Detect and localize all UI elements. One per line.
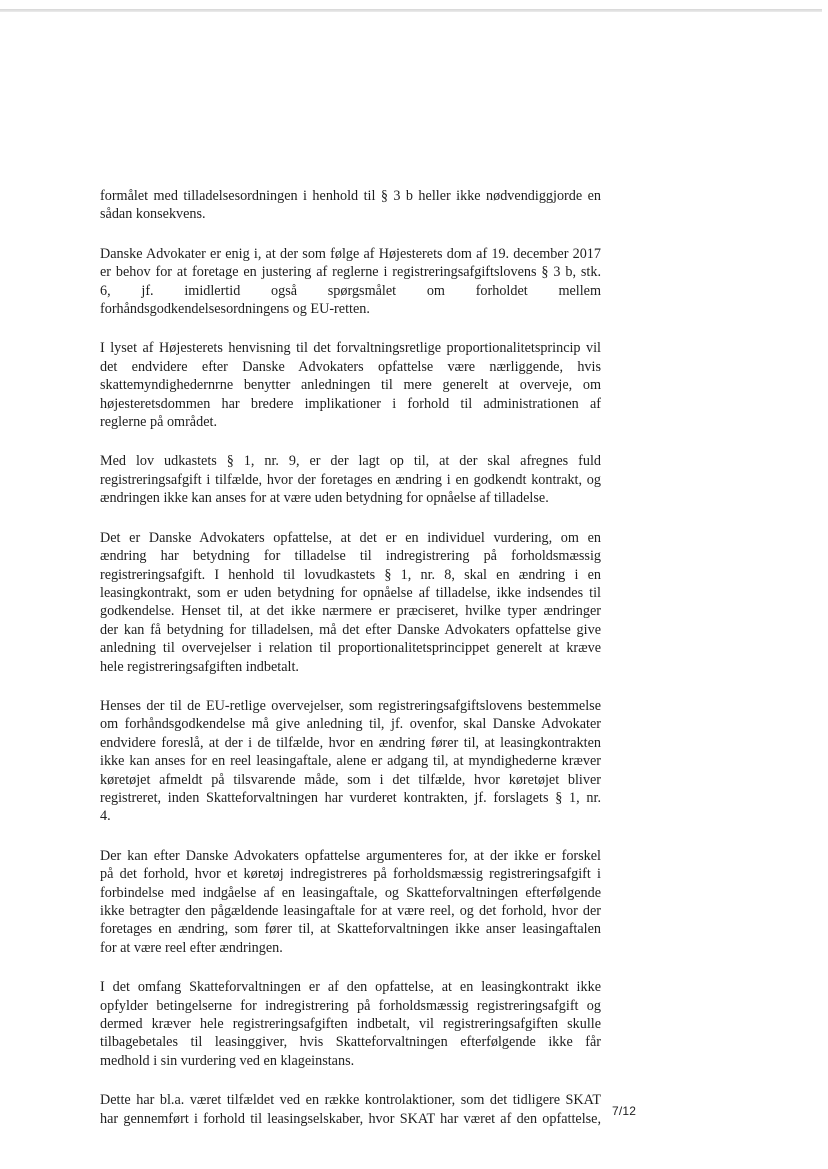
text-line: formålet med tilladelsesordningen i henhold til § 3 b heller ikke nødvendiggjorde en (100, 188, 601, 204)
paragraph-8 (100, 978, 601, 1070)
text-line: Danske Advokater er enig i, at der som følge af Højesterets dom af 19. december 2017 (100, 245, 601, 262)
top-rule (0, 9, 822, 12)
paragraph-4 (100, 452, 601, 507)
text-line: registreret, inden Skatteforvaltningen har vurderet kontrakten, jf. forslagets § 1, nr. (100, 789, 601, 806)
text-line: foretages en ændring, som fører til, at Skatteforvaltningen ikke anser leasingaftalen (100, 921, 601, 938)
text-line: Dette har bl.a. været tilfældet ved en række kontrolaktioner, som det tidligere SKAT (100, 1092, 601, 1109)
text-line: opfylder betingelserne for indregistrering på forholdsmæssig registreringsafgift og (100, 997, 601, 1014)
paragraph-7 (100, 847, 601, 957)
paragraph-3 (100, 339, 601, 431)
document-body (100, 187, 601, 1149)
paragraph-1 (100, 187, 601, 224)
text-line: reglerne på området. (100, 414, 217, 431)
text-line: har gennemført i forhold til leasingselskaber, hvor SKAT har været af den opfattelse, (100, 1110, 601, 1127)
text-line: registreringsafgift i tilfælde, hvor der foretages en ændring i en godkendt kontrakt, og (100, 471, 601, 488)
paragraph-2 (100, 245, 601, 319)
text-line: leasingkontrakt, som er uden betydning for opnåelse af tilladelse, ikke indsendes til (100, 584, 601, 601)
text-line: dermed kræver hele registreringsafgiften indbetalt, vil registreringsafgiften skulle (100, 1016, 601, 1033)
text-line: Det er Danske Advokaters opfattelse, at det er en individuel vurdering, om en (100, 529, 601, 546)
text-line: 4. (100, 808, 111, 825)
text-line: Henses der til de EU-retlige overvejelser, som registreringsafgiftslovens bestemmelse (100, 697, 601, 714)
text-line: I det omfang Skatteforvaltningen er af den opfattelse, at en leasingkontrakt ikke (100, 979, 601, 996)
text-line: ikke kan anses for en reel leasingaftale, alene er adgang til, at myndighederne kræver (100, 753, 601, 770)
text-line: hele registreringsafgiften indbetalt. (100, 658, 299, 675)
text-line: skattemyndighedernrne benytter anledningen til mere generelt at overveje, om (100, 377, 601, 394)
text-line: det endvidere efter Danske Advokaters opfattelse være nærliggende, hvis (100, 358, 601, 375)
text-line: der kan få betydning for tilladelsen, må det efter Danske Advokaters opfattelse give (100, 621, 601, 638)
text-line: tilbagebetales til leasinggiver, hvis Skatteforvaltningen efterfølgende ikke får (100, 1034, 601, 1051)
text-line: 6, jf. imidlertid også spørgsmålet om forholdet mellem (100, 282, 601, 299)
text-line: registreringsafgift. I henhold til lovudkastets § 1, nr. 8, skal en ændring i en (100, 566, 601, 583)
text-line: højesteretsdommen har bredere implikationer i forhold til administrationen af (100, 395, 601, 412)
text-line: forhåndsgodkendelsesordningens og EU-retten. (100, 301, 370, 318)
text-line: ændring har betydning for tilladelse til indregistrering på forholdsmæssig (100, 548, 601, 565)
paragraph-9 (100, 1091, 601, 1128)
text-line: ikke betragter den pågældende leasingaftale for at være reel, og det forhold, hvor der (100, 903, 601, 919)
paragraph-6 (100, 697, 601, 826)
text-line: Med lov udkastets § 1, nr. 9, er der lagt op til, at der skal afregnes fuld (100, 453, 601, 470)
page-number: 7/12 (612, 1104, 637, 1118)
text-line: køretøjet afmeldt på tilsvarende måde, som i det tilfælde, hvor køretøjet bliver (100, 771, 601, 788)
text-line: endvidere foreslå, at der i de tilfælde, hvor en ændring fører til, at leasingkontrakten (100, 734, 601, 751)
text-line: anledning til overvejelser i relation til proportionalitetsprincippet generelt at kræve (100, 640, 601, 657)
text-line: medhold i sin vurdering ved en klageinstans. (100, 1052, 355, 1069)
text-line: om forhåndsgodkendelse må give anledning til, jf. ovenfor, skal Danske Advokater (100, 716, 601, 733)
text-line: godkendelse. Henset til, at det ikke nærmere er præciseret, hvilke typer ændringer (100, 603, 601, 620)
text-line: I lyset af Højesterets henvisning til det forvaltningsretlige proportionalitetsprincip vil (100, 340, 601, 357)
text-line: for at være reel efter ændringen. (100, 939, 283, 956)
text-line: er behov for at foretage en justering af reglerne i registreringsafgiftslovens § 3 b, stk. (100, 264, 601, 281)
text-line: på det forhold, hvor et køretøj indregistreres på forholdsmæssig registreringsafgift i (100, 866, 601, 883)
paragraph-5 (100, 529, 601, 676)
text-line: Der kan efter Danske Advokaters opfattelse argumenteres for, at der ikke er forskel (100, 847, 601, 864)
text-line: forbindelse med indgåelse af en leasingaftale, og Skatteforvaltningen efterfølgende (100, 884, 601, 901)
text-line: ændringen ikke kan anses for at være uden betydning for opnåelse af tilladelse. (100, 490, 549, 507)
text-line: sådan konsekvens. (100, 206, 206, 223)
